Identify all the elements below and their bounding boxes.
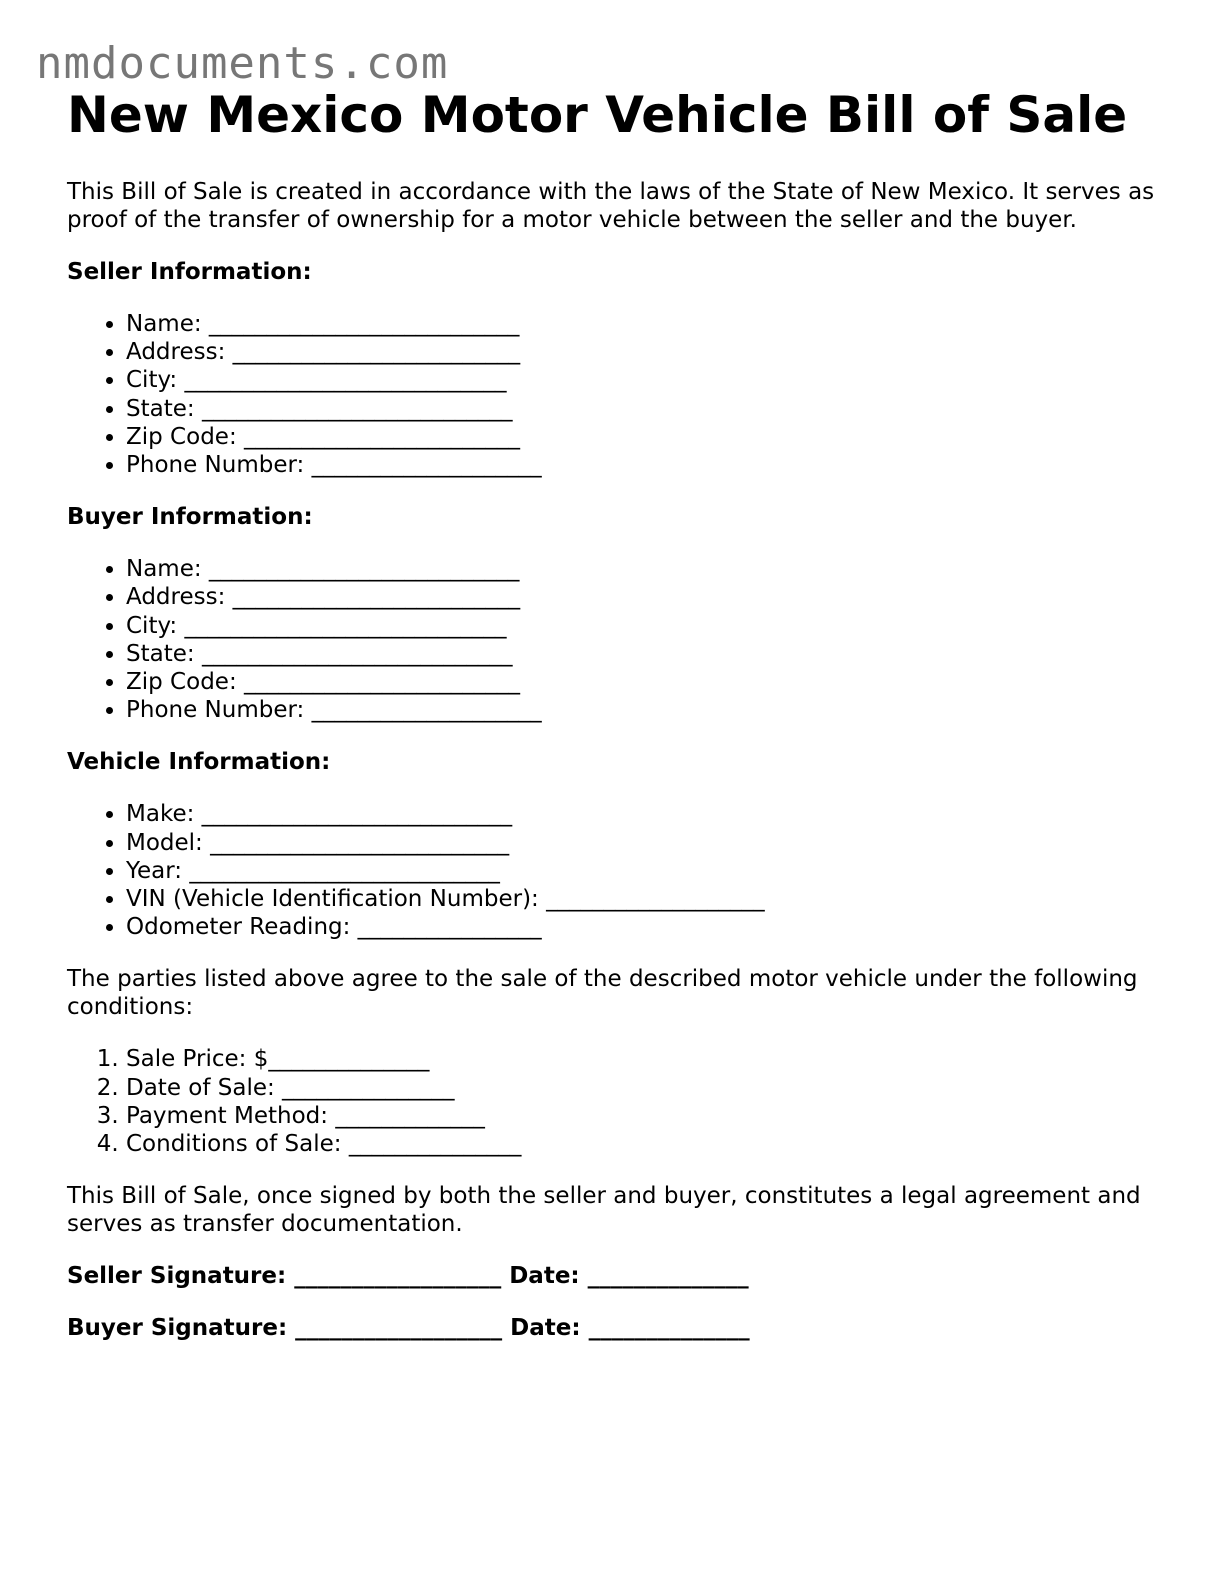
buyer-phone-field: • Phone Number: ____________________ (126, 696, 1157, 724)
page-title: New Mexico Motor Vehicle Bill of Sale (67, 86, 1128, 144)
conditions-of-sale-field: 4. Conditions of Sale: _______________ (126, 1130, 1157, 1158)
vehicle-fields (67, 800, 1157, 941)
seller-address-field: • Address: _________________________ (126, 338, 1157, 366)
payment-method-field: 3. Payment Method: _____________ (126, 1102, 1157, 1130)
conditions-list (67, 1045, 1157, 1158)
closing-paragraph: This Bill of Sale, once signed by both the seller and buyer, constitutes a legal agreement and serves as transfer documentation. (67, 1183, 1141, 1238)
seller-heading: Seller Information: (67, 259, 312, 285)
sale-price-field: 1. Sale Price: $______________ (126, 1045, 1157, 1073)
document-page (67, 86, 1157, 1342)
buyer-heading: Buyer Information: (67, 504, 313, 531)
vehicle-odometer-field: • Odometer Reading: ________________ (126, 913, 1157, 941)
buyer-signature-line: Buyer Signature: __________________ Date: ______________ (67, 1315, 750, 1342)
seller-signature-line: Seller Signature: __________________ Date: ______________ (67, 1263, 749, 1290)
seller-zip-field: • Zip Code: ________________________ (126, 423, 1157, 451)
vehicle-year-field: • Year: ___________________________ (126, 857, 1157, 885)
vehicle-model-field: • Model: __________________________ (126, 829, 1157, 857)
buyer-fields (67, 555, 1157, 724)
date-of-sale-field: 2. Date of Sale: _______________ (126, 1074, 1157, 1102)
seller-state-field: • State: ___________________________ (126, 395, 1157, 423)
vehicle-vin-field: • VIN (Vehicle Identification Number): ___________________ (126, 885, 1157, 913)
buyer-state-field: • State: ___________________________ (126, 640, 1157, 668)
vehicle-heading: Vehicle Information: (67, 749, 331, 776)
buyer-city-field: • City: ____________________________ (126, 612, 1157, 640)
seller-phone-field: • Phone Number: ____________________ (126, 451, 1157, 479)
intro-paragraph: This Bill of Sale is created in accordance with the laws of the State of New Mexico. It serves as proof of the transfer of ownership for a motor vehicle between the seller and the buyer. (67, 179, 1155, 233)
seller-fields (67, 310, 1157, 479)
buyer-zip-field: • Zip Code: ________________________ (126, 668, 1157, 696)
vehicle-make-field: • Make: ___________________________ (126, 800, 1157, 828)
conditions-intro: The parties listed above agree to the sale of the described motor vehicle under the following conditions: (67, 966, 1138, 1021)
seller-name-field: • Name: ___________________________ (126, 310, 1157, 338)
buyer-address-field: • Address: _________________________ (126, 583, 1157, 611)
seller-city-field: • City: ____________________________ (126, 366, 1157, 394)
buyer-name-field: • Name: ___________________________ (126, 555, 1157, 583)
watermark: nmdocuments.com (36, 38, 449, 89)
